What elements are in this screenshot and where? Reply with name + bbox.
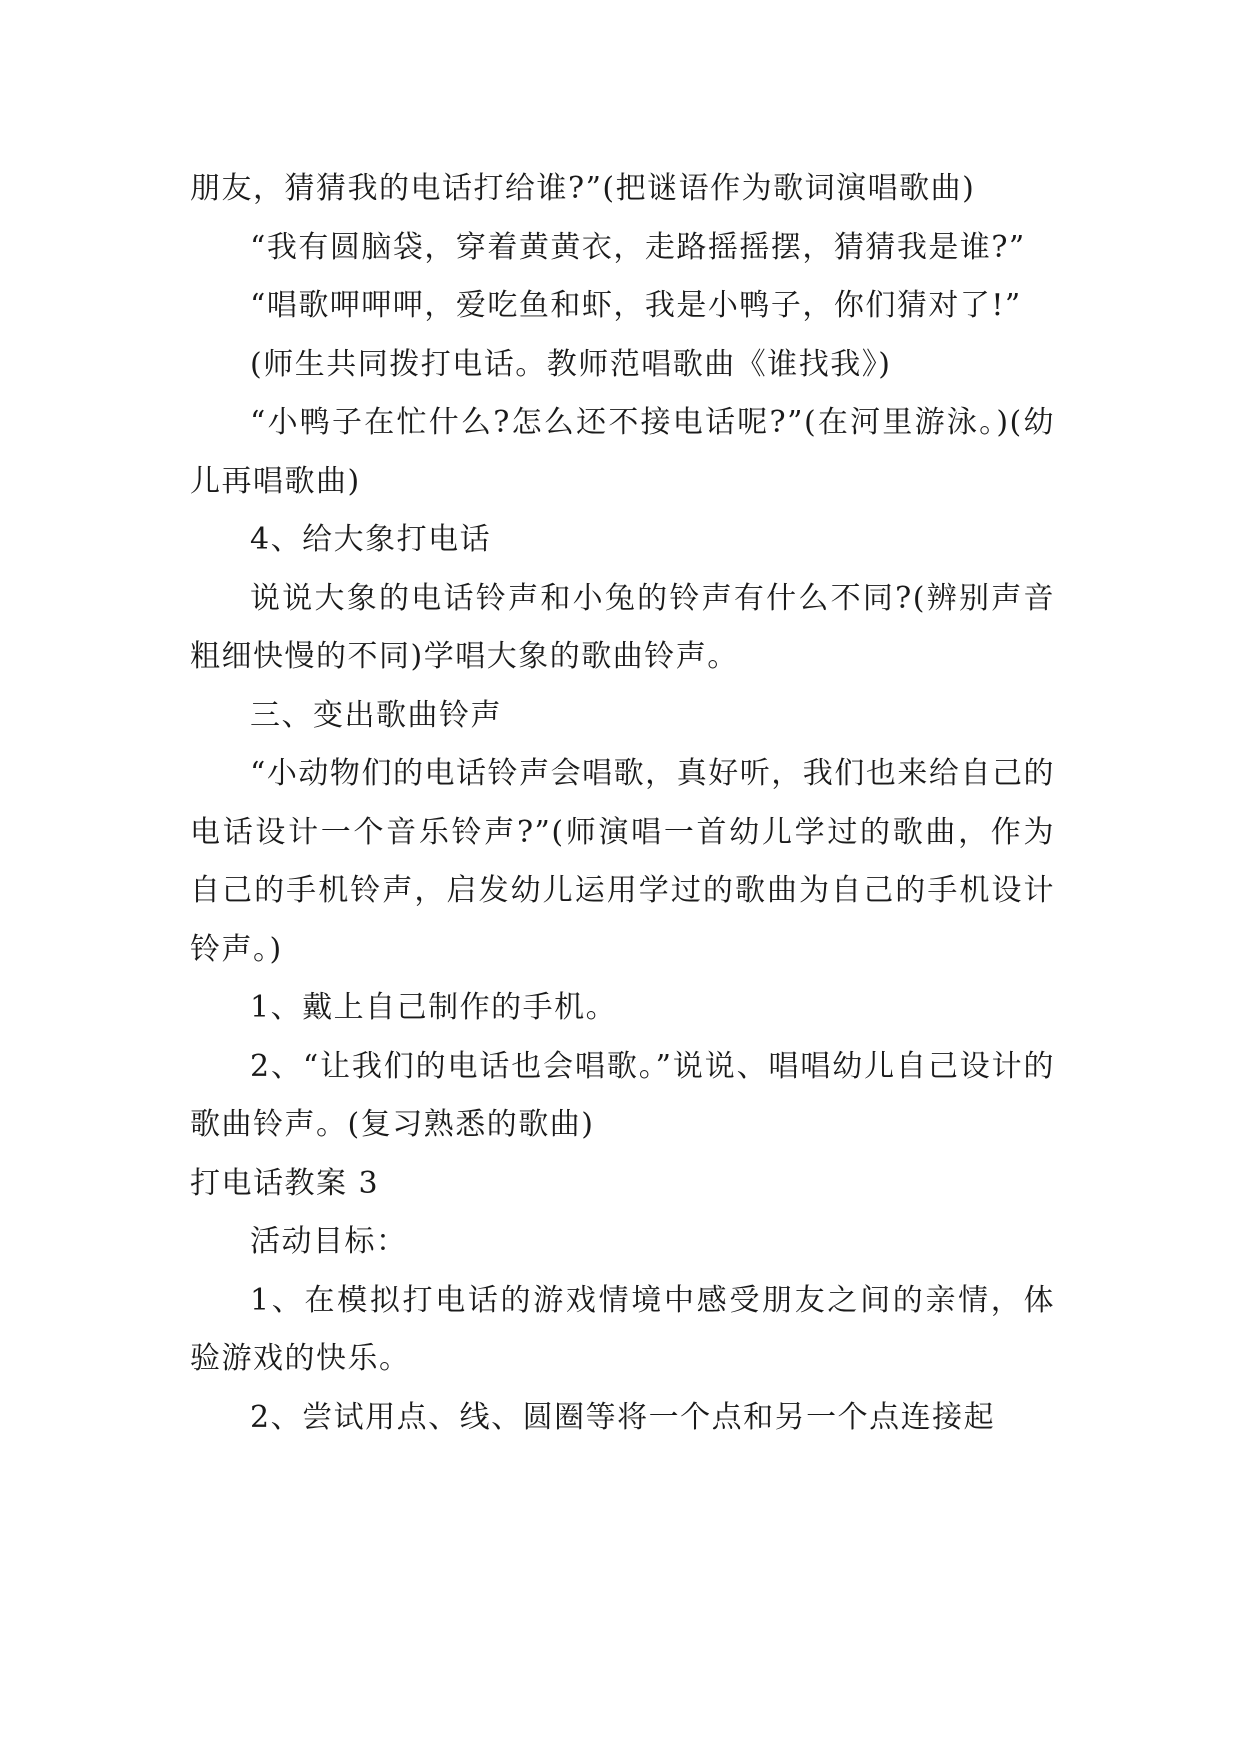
section-step: 2、“让我们的电话也会唱歌。”说说、唱唱幼儿自己设计的歌曲铃声。(复习熟悉的歌曲) — [190, 1048, 1055, 1142]
section-step: 1、在模拟打电话的游戏情境中感受朋友之间的亲情，体验游戏的快乐。 — [190, 1282, 1055, 1376]
lesson-title: 打电话教案 3 — [190, 1165, 380, 1201]
document-body — [190, 160, 1055, 1447]
paragraph: 说说大象的电话铃声和小兔的铃声有什么不同?(辨别声音粗细快慢的不同)学唱大象的歌曲铃声。 — [190, 580, 1055, 674]
section-step: 4、给大象打电话 — [250, 522, 492, 557]
paragraph: “小动物们的电话铃声会唱歌，真好听，我们也来给自己的电话设计一个音乐铃声?”(师演唱一首幼儿学过的歌曲，作为自己的手机铃声，启发幼儿运用学过的歌曲为自己的手机设计铃声。) — [190, 756, 1055, 967]
paragraph: “我有圆脑袋，穿着黄黄衣，走路摇摇摆，猜猜我是谁?” — [250, 229, 1026, 265]
section-step: 1、戴上自己制作的手机。 — [250, 990, 618, 1025]
paragraph: “小鸭子在忙什么?怎么还不接电话呢?”(在河里游泳。)(幼儿再唱歌曲) — [190, 405, 1055, 499]
section-heading: 活动目标： — [250, 1224, 408, 1259]
paragraph: (师生共同拨打电话。教师范唱歌曲《谁找我》) — [250, 346, 892, 382]
section-heading: 三、变出歌曲铃声 — [250, 697, 502, 733]
paragraph: “唱歌呷呷呷，爱吃鱼和虾，我是小鸭子，你们猜对了!” — [250, 288, 1022, 323]
section-step: 2、尝试用点、线、圆圈等将一个点和另一个点连接起 — [250, 1399, 996, 1435]
paragraph: 朋友，猜猜我的电话打给谁?”(把谜语作为歌词演唱歌曲) — [190, 171, 976, 206]
